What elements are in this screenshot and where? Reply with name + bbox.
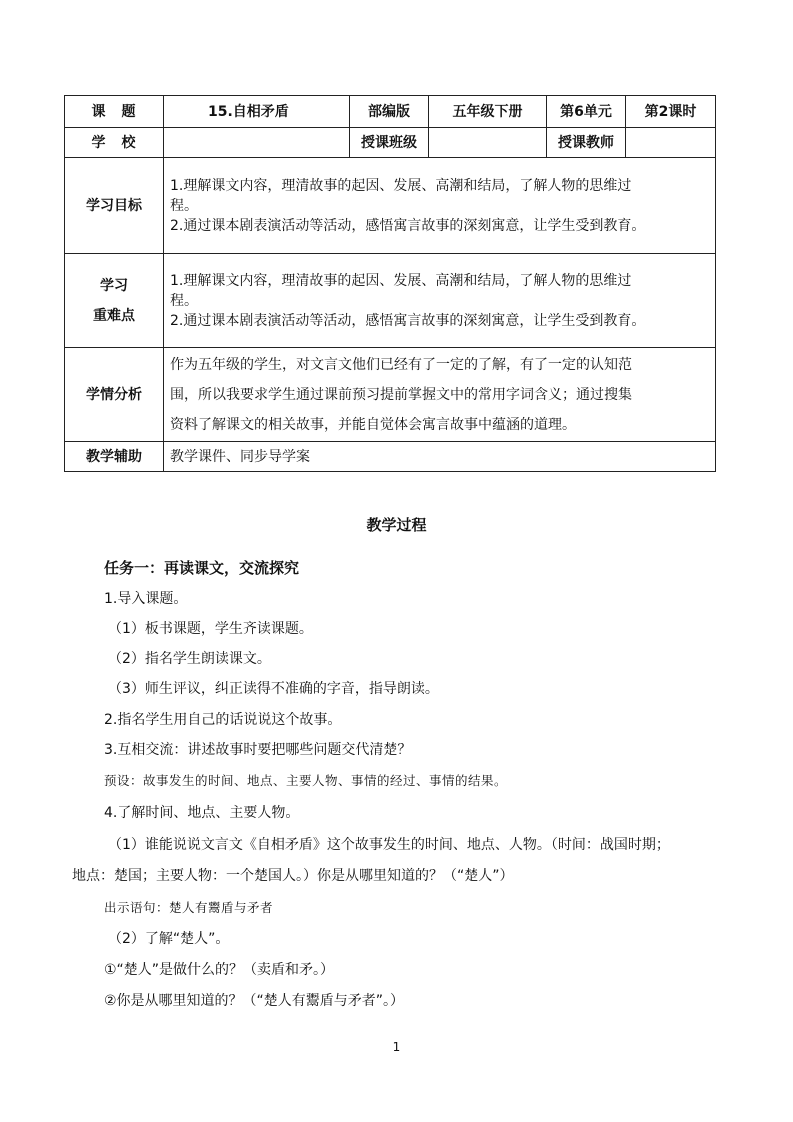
preset-note: 预设：故事发生的时间、地点、主要人物、事情的经过、事情的结果。 — [104, 773, 508, 788]
analysis-label: 学情分析 — [65, 348, 164, 442]
body-line: ①“楚人”是做什么的？（卖盾和矛。） — [104, 962, 335, 978]
goal-line: 程。 — [170, 197, 198, 214]
lesson-info-table — [64, 95, 716, 472]
lesson-period: 第2课时 — [626, 96, 716, 128]
page-number: 1 — [392, 1040, 401, 1054]
analysis-line: 资料了解课文的相关故事，并能自觉体会寓言故事中蕴涵的道理。 — [170, 416, 576, 433]
table-row — [65, 158, 716, 254]
goal-line: 2.通过课本剧表演活动等活动，感悟寓言故事的深刻寓意，让学生受到教育。 — [170, 217, 646, 234]
key-line: 1.理解课文内容，理清故事的起因、发展、高潮和结局，了解人物的思维过 — [170, 272, 632, 289]
analysis-line: 作为五年级的学生，对文言文他们已经有了一定的了解，有了一定的认知范 — [170, 356, 632, 373]
body-line: 1.导入课题。 — [104, 591, 188, 607]
table-row — [65, 96, 716, 128]
body-line: （1）板书课题，学生齐读课题。 — [108, 621, 313, 637]
body-line: （2）了解“楚人”。 — [108, 931, 230, 947]
goal-label: 学习目标 — [65, 158, 164, 254]
lesson-title: 15.自相矛盾 — [164, 96, 350, 128]
table-row — [65, 128, 716, 158]
body-line: 地点：楚国；主要人物：一个楚国人。）你是从哪里知道的？（“楚人”） — [72, 868, 514, 884]
school-label: 学 校 — [65, 128, 164, 158]
key-points-text — [164, 254, 716, 348]
body-line: （2）指名学生朗读课文。 — [108, 651, 271, 667]
body-line: ②你是从哪里知道的？（“楚人有鬻盾与矛者”。） — [104, 993, 405, 1009]
aids-label: 教学辅助 — [65, 442, 164, 472]
unit: 第6单元 — [547, 96, 626, 128]
table-row — [65, 254, 716, 348]
grade: 五年级下册 — [429, 96, 547, 128]
body-line: （3）师生评议，纠正读得不准确的字音，指导朗读。 — [108, 681, 439, 697]
school-value — [164, 128, 350, 158]
analysis-text — [164, 348, 716, 442]
process-heading: 教学过程 — [366, 516, 427, 534]
key-label-line: 重难点 — [93, 307, 135, 324]
class-label: 授课班级 — [350, 128, 429, 158]
aids-text: 教学课件、同步导学案 — [164, 442, 716, 472]
body-line: 4.了解时间、地点、主要人物。 — [104, 805, 300, 821]
key-line: 2.通过课本剧表演活动等活动，感悟寓言故事的深刻寓意，让学生受到教育。 — [170, 312, 646, 329]
goal-line: 1.理解课文内容，理清故事的起因、发展、高潮和结局，了解人物的思维过 — [170, 177, 632, 194]
body-line: 3.互相交流：讲述故事时要把哪些问题交代清楚？ — [104, 742, 412, 758]
goal-text — [164, 158, 716, 254]
example-sentence: 出示语句：楚人有鬻盾与矛者 — [104, 900, 274, 915]
body-line: 2.指名学生用自己的话说说这个故事。 — [104, 712, 342, 728]
key-label-line: 学习 — [100, 277, 128, 294]
table-row — [65, 348, 716, 442]
body-line: （1）谁能说说文言文《自相矛盾》这个故事发生的时间、地点、人物。（时间：战国时期； — [108, 837, 670, 853]
teacher-value — [626, 128, 716, 158]
key-line: 程。 — [170, 292, 198, 309]
key-points-label — [65, 254, 164, 348]
table-row — [65, 442, 716, 472]
teacher-label: 授课教师 — [547, 128, 626, 158]
class-value — [429, 128, 547, 158]
task-heading: 任务一：再读课文，交流探究 — [104, 559, 300, 577]
analysis-line: 围，所以我要求学生通过课前预习提前掌握文中的常用字词含义；通过搜集 — [170, 386, 632, 403]
course-label: 课 题 — [65, 96, 164, 128]
edition: 部编版 — [350, 96, 429, 128]
